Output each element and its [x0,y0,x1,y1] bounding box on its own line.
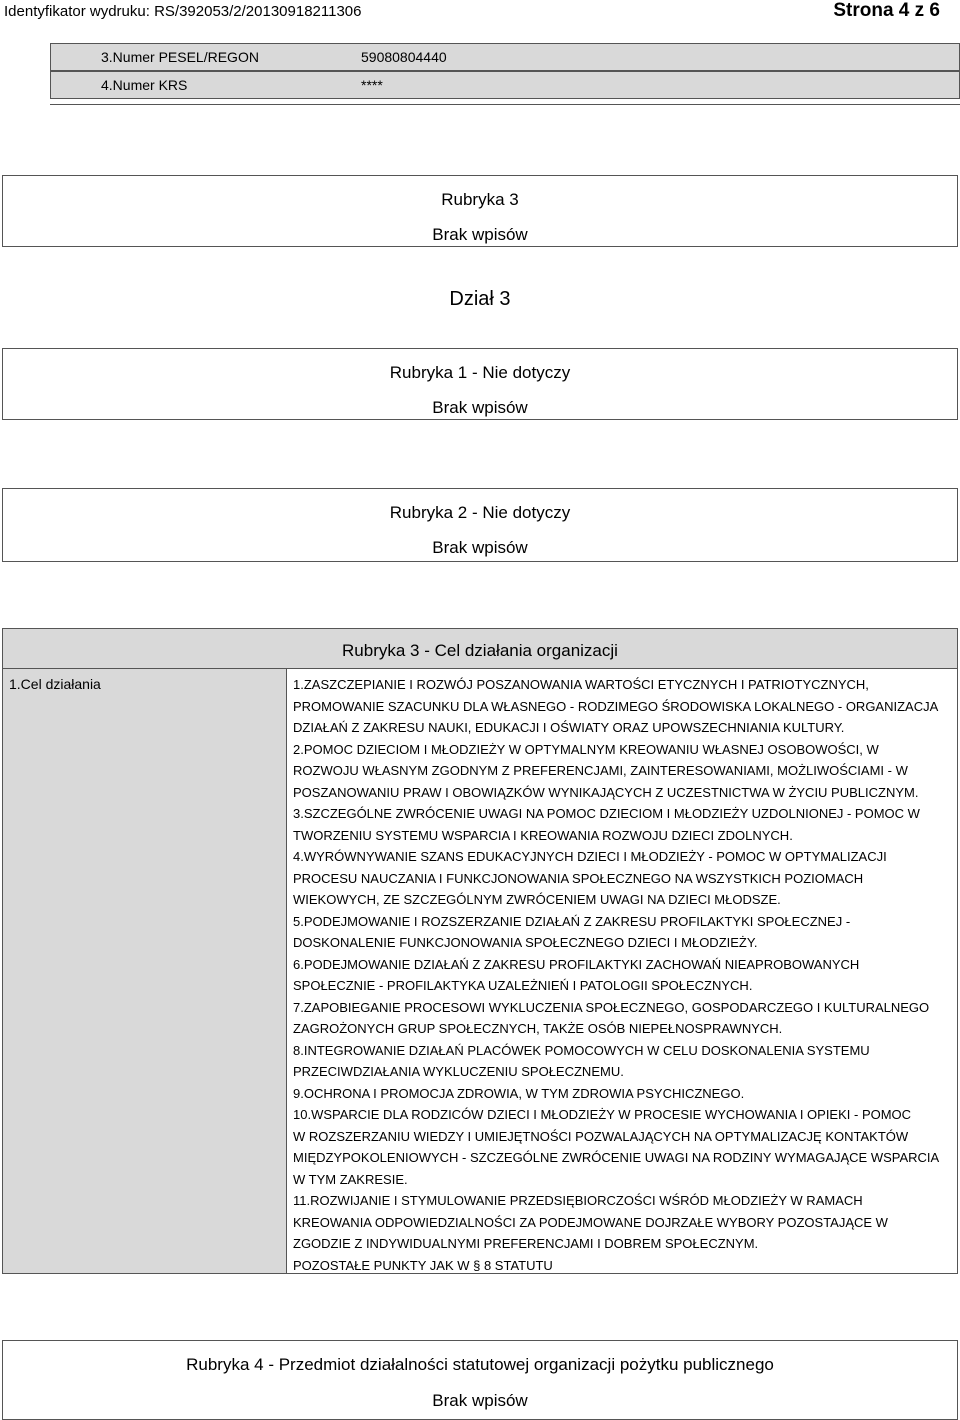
objective-text-line: W TYM ZAKRESIE. [293,1171,408,1187]
field-label: 1.Cel działania [9,676,101,692]
objective-text-line: TWORZENIU SYSTEMU WSPARCIA I KREOWANIA ROZWOJU DZIECI ZDOLNYCH. [293,827,793,843]
objective-text-line: 3.SZCZEGÓLNE ZWRÓCENIE UWAGI NA POMOC DZIECIOM I MŁODZIEŻY UZDOLNIONEJ - POMOC W [293,806,920,821]
id-row-label: 3.Numer PESEL/REGON [101,49,259,65]
objective-text-line: 6.PODEJMOWANIE DZIAŁAŃ Z ZAKRESU PROFILAKTYKI ZACHOWAŃ NIEAPROBOWANYCH [293,956,860,972]
id-row-label: 4.Numer KRS [101,77,188,93]
page-number: Strona 4 z 6 [833,0,940,21]
empty-entries: Brak wpisów [432,225,528,244]
id-row-krs [50,71,960,99]
objective-text-line: 9.OCHRONA I PROMOCJA ZDROWIA, W TYM ZDROWIA PSYCHICZNEGO. [293,1085,745,1101]
print-identifier: Identyfikator wydruku: RS/392053/2/20130918211306 [4,3,362,20]
section-heading-dzial: Dział 3 [449,288,511,310]
objective-text-line: 10.WSPARCIE DLA RODZICÓW DZIECI I MŁODZIEŻY W PROCESIE WYCHOWANIA I OPIEKI - POMOC [293,1107,912,1122]
field-value-cell [293,674,953,1276]
empty-entries: Brak wpisów [432,398,528,417]
id-row-pesel [50,43,960,71]
objective-text-line: MIĘDZYPOKOLENIOWYCH - SZCZEGÓLNE ZWRÓCENIE UWAGI NA RODZINY WYMAGAJĄCE WSPARCIA [293,1150,940,1165]
divider [50,104,960,105]
section-title: Rubryka 4 - Przedmiot działalności statutowej organizacji pożytku publicznego [186,1355,774,1374]
objective-text-line: DZIAŁAŃ Z ZAKRESU NAUKI, EDUKACJI I OŚWIATY ORAZ UPOWSZECHNIANIA KULTURY. [293,720,845,735]
objective-text-line: ZAGROŻONYCH GRUP SPOŁECZNYCH, TAKŻE OSÓB NIEPEŁNOSPRAWNYCH. [293,1021,783,1036]
objective-text-line: 11.ROZWIJANIE I STYMULOWANIE PRZEDSIĘBIORCZOŚCI WŚRÓD MŁODZIEŻY W RAMACH [293,1193,863,1208]
objective-text-line: 7.ZAPOBIEGANIE PROCESOWI WYKLUCZENIA SPOŁECZNEGO, GOSPODARCZEGO I KULTURALNEGO [293,999,930,1015]
objective-text-line: POSZANOWANIU PRAW I OBOWIĄZKÓW WYNIKAJĄCYCH Z UCZESTNICTWA W ŻYCIU PUBLICZNYM. [293,784,919,800]
section-rubryka-1 [2,348,958,420]
objective-text-line: SPOŁECZNIE - PROFILAKTYKA UZALEŻNIEŃ I PATOLOGII SPOŁECZNYCH. [293,978,753,993]
objective-text-line: DOSKONALENIE FUNKCJONOWANIA SPOŁECZNEGO DZIECI I MŁODZIEŻY. [293,935,758,950]
id-row-value: 59080804440 [361,49,447,65]
section-rubryka-3-cel [2,628,958,1274]
objective-text-line: PRZECIWDZIAŁANIA WYKLUCZENIU SPOŁECZNEMU. [293,1064,624,1079]
field-label-cell [3,669,287,1273]
objective-text-line: PROCESU NAUCZANIA I FUNKCJONOWANIA SPOŁECZNEGO NA WSZYSTKICH POZIOMACH [293,870,864,886]
objective-text-line: POZOSTAŁE PUNKTY JAK W § 8 STATUTU [293,1257,553,1273]
section-title: Rubryka 3 - Cel działania organizacji [342,641,618,660]
objective-text-line: ZGODZIE Z INDYWIDUALNYMI PREFERENCJAMI I DOBREM SPOŁECZNYM. [293,1236,759,1251]
empty-entries: Brak wpisów [432,538,528,557]
objective-text-line: W ROZSZERZANIU WIEDZY I UMIEJĘTNOŚCI POZWALAJĄCYCH NA OPTYMALIZACJĘ KONTAKTÓW [293,1128,909,1144]
section-rubryka-4 [2,1340,958,1420]
section-title: Rubryka 2 - Nie dotyczy [389,503,571,522]
objective-text-line: 2.POMOC DZIECIOM I MŁODZIEŻY W OPTYMALNYM KREOWANIU WŁASNEJ OSOBOWOŚCI, W [293,741,879,757]
section-header [3,629,957,669]
section-rubryka-3 [2,175,958,247]
objective-text-line: ROZWOJU WŁASNYM ZGODNYM Z PREFERENCJAMI, ZAINTERESOWANIAMI, MOŻLIWOŚCIAMI - W [293,763,908,778]
empty-entries: Brak wpisów [432,1391,528,1410]
objective-text-line: WIEKOWYCH, ZE SZCZEGÓLNYM ZWRÓCENIEM UWAGI NA DZIECI MŁODSZE. [293,892,781,907]
objective-text-line: PROMOWANIE SZACUNKU DLA WŁASNEGO - RODZIMEGO ŚRODOWISKA LOKALNEGO - ORGANIZACJA [293,698,939,714]
id-row-value: **** [361,77,383,93]
section-title: Rubryka 3 [441,190,519,209]
objective-text-line: KREOWANIA ODPOWIEDZIALNOŚCI ZA PODEJMOWANE DOJRZAŁE WYBORY POZOSTAJĄCE W [293,1214,888,1230]
objective-text-line: 5.PODEJMOWANIE I ROZSZERZANIE DZIAŁAŃ Z ZAKRESU PROFILAKTYKI SPOŁECZNEJ - [293,913,851,929]
objective-text-line: 1.ZASZCZEPIANIE I ROZWÓJ POSZANOWANIA WARTOŚCI ETYCZNYCH I PATRIOTYCZNYCH, [293,677,869,692]
section-title: Rubryka 1 - Nie dotyczy [389,363,571,382]
section-rubryka-2 [2,488,958,562]
objective-text-line: 4.WYRÓWNYWANIE SZANS EDUKACYJNYCH DZIECI I MŁODZIEŻY - POMOC W OPTYMALIZACJI [293,849,887,864]
objective-text-line: 8.INTEGROWANIE DZIAŁAŃ PLACÓWEK POMOCOWYCH W CELU DOSKONALENIA SYSTEMU [293,1042,870,1058]
